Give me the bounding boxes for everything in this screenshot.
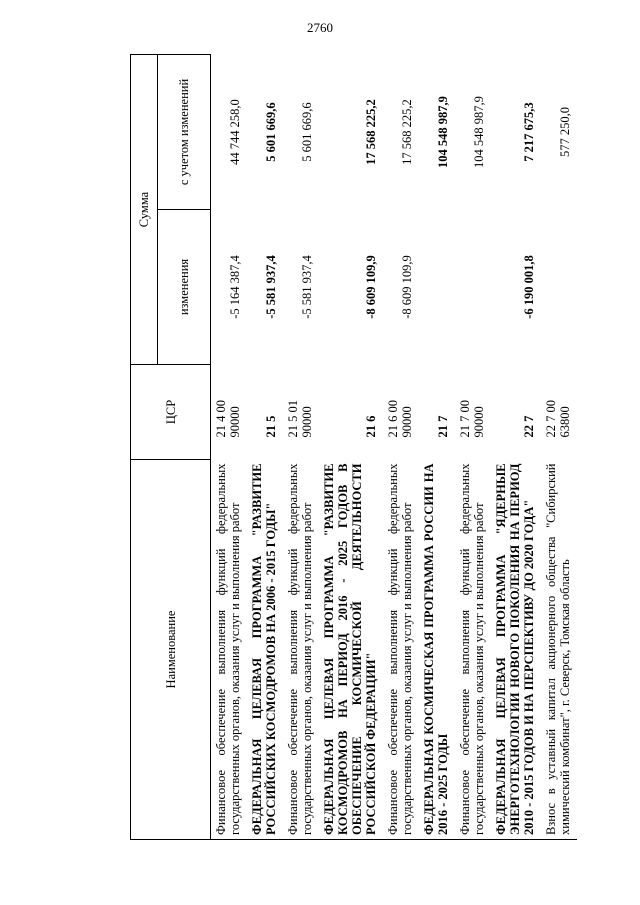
table-row [491, 55, 541, 840]
row-change: -8 609 109,9 [400, 255, 414, 319]
row-csr: 21 4 00 90000 [214, 400, 242, 438]
header-total: с учетом изменений [158, 55, 211, 210]
header-name: Наименование [131, 460, 211, 840]
row-csr: 21 6 [364, 415, 378, 438]
row-name: Финансовое обеспечение выполнения функций федеральных государственных органов, оказания услуг и выполнения работ [455, 460, 491, 840]
table-row [247, 55, 283, 840]
row-total: 17 568 225,2 [364, 99, 378, 165]
row-name: Финансовое обеспечение выполнения функций федеральных государственных органов, оказания услуг и выполнения работ [211, 460, 248, 840]
row-name: ФЕДЕРАЛЬНАЯ КОСМИЧЕСКАЯ ПРОГРАММА РОССИИ НА 2016 - 2025 ГОДЫ [419, 460, 455, 840]
header-csr: ЦСР [131, 365, 211, 460]
table-row [383, 55, 419, 840]
row-total: 5 601 669,6 [264, 102, 278, 162]
row-total: 577 250,0 [558, 107, 572, 157]
row-change: -6 190 001,8 [522, 255, 536, 319]
row-csr: 22 7 [522, 415, 536, 438]
row-total: 104 548 987,9 [436, 96, 450, 168]
header-change: изменения [158, 210, 211, 365]
table-body [211, 55, 578, 840]
table-row [419, 55, 455, 840]
row-name: Финансовое обеспечение выполнения функций федеральных государственных органов, оказания услуг и выполнения работ [283, 460, 319, 840]
row-csr: 21 5 [264, 415, 278, 438]
row-change [419, 210, 455, 365]
page-number: 2760 [307, 20, 333, 35]
row-change: -5 581 937,4 [264, 255, 278, 319]
row-total: 7 217 675,3 [522, 102, 536, 162]
table-row [455, 55, 491, 840]
row-change [541, 210, 577, 365]
budget-table-rotated [130, 55, 610, 840]
row-total: 44 744 258,0 [228, 99, 242, 165]
row-total: 17 568 225,2 [400, 99, 414, 165]
row-change: -8 609 109,9 [364, 255, 378, 319]
table-row [319, 55, 383, 840]
row-change [455, 210, 491, 365]
budget-table [130, 54, 577, 840]
row-name: ФЕДЕРАЛЬНАЯ ЦЕЛЕВАЯ ПРОГРАММА "ЯДЕРНЫЕ ЭНЕРГОТЕХНОЛОГИИ НОВОГО ПОКОЛЕНИЯ НА ПЕРИОД 2010 - 2015 ГОДОВ И НА ПЕРСПЕКТИВУ ДО 2020 ГОДА" [491, 460, 541, 840]
row-csr: 21 5 01 90000 [286, 400, 314, 438]
row-csr: 21 7 [436, 415, 450, 438]
row-csr: 21 6 00 90000 [386, 400, 414, 438]
row-change: -5 581 937,4 [300, 255, 314, 319]
header-sum: Сумма [131, 55, 158, 365]
row-name: Финансовое обеспечение выполнения функций федеральных государственных органов, оказания услуг и выполнения работ [383, 460, 419, 840]
row-name: ФЕДЕРАЛЬНАЯ ЦЕЛЕВАЯ ПРОГРАММА "РАЗВИТИЕ РОССИЙСКИХ КОСМОДРОМОВ НА 2006 - 2015 ГОДЫ" [247, 460, 283, 840]
table-row [283, 55, 319, 840]
row-name: Взнос в уставный капитал акционерного общества "Сибирский химический комбинат", г. Северск, Томская область [541, 460, 577, 840]
row-csr: 22 7 00 63800 [544, 400, 572, 438]
table-row [211, 55, 248, 840]
row-csr: 21 7 00 90000 [458, 400, 486, 438]
table-row [541, 55, 577, 840]
row-name: ФЕДЕРАЛЬНАЯ ЦЕЛЕВАЯ ПРОГРАММА "РАЗВИТИЕ КОСМОДРОМОВ НА ПЕРИОД 2016 - 2025 ГОДОВ В ОБЕСПЕЧЕНИЕ КОСМИЧЕСКОЙ ДЕЯТЕЛЬНОСТИ РОССИЙСКОЙ ФЕДЕРАЦИИ" [319, 460, 383, 840]
row-total: 5 601 669,6 [300, 102, 314, 162]
row-change: -5 164 387,4 [228, 255, 242, 319]
row-total: 104 548 987,9 [472, 96, 486, 168]
